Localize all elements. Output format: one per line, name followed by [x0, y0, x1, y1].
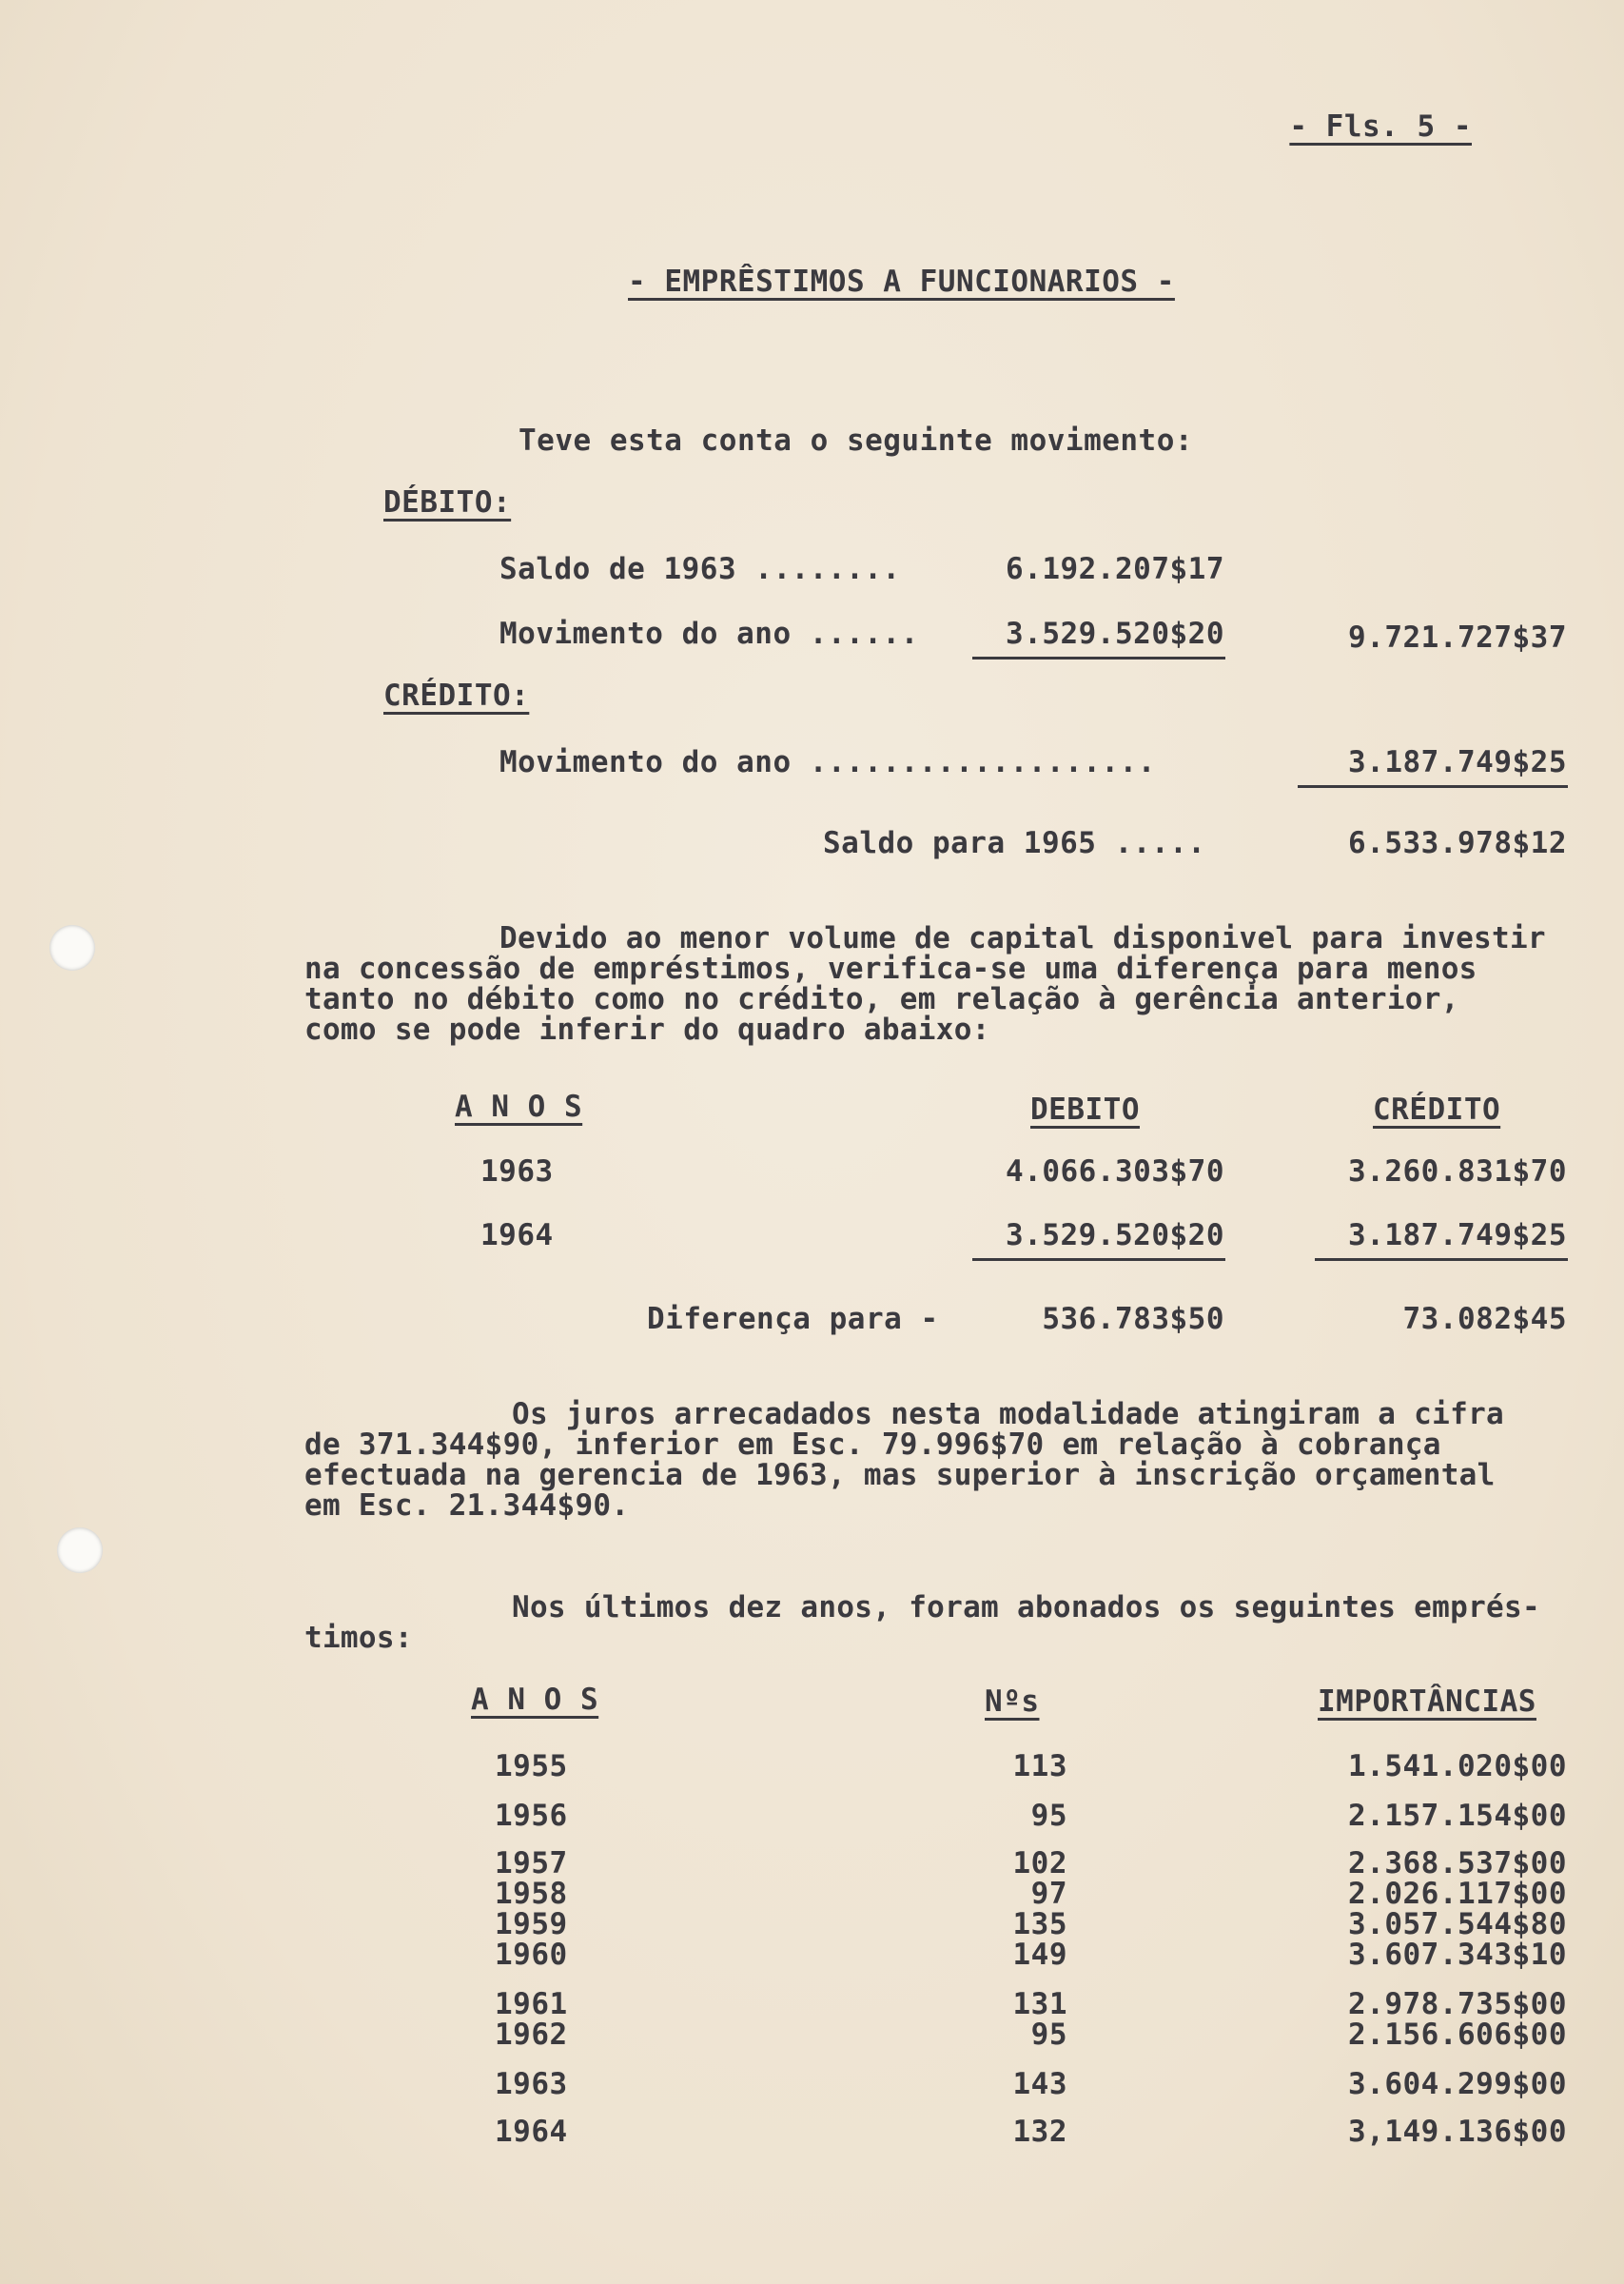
- comparison-year: 1964: [480, 1218, 554, 1252]
- punch-hole: [57, 1527, 103, 1573]
- comparison-year: 1963: [480, 1154, 554, 1189]
- loan-amount: 2.978.735$00: [1348, 1987, 1567, 2021]
- loan-year: 1963: [495, 2067, 568, 2101]
- saldo-1965-label: Saldo para 1965 .....: [823, 826, 1206, 860]
- loan-count: 113: [1012, 1749, 1067, 1783]
- loan-year: 1956: [495, 1799, 568, 1833]
- difference-credito: 73.082$45: [1402, 1302, 1567, 1336]
- comparison-header-anos: A N O S: [455, 1090, 583, 1124]
- comparison-debito: 3.529.520$20: [1006, 1218, 1224, 1252]
- paragraph-line: como se pode inferir do quadro abaixo:: [304, 1013, 990, 1047]
- loan-year: 1957: [495, 1846, 568, 1880]
- loan-year: 1958: [495, 1877, 568, 1911]
- loans-header-anos: A N O S: [471, 1683, 599, 1717]
- loan-amount: 3,149.136$00: [1348, 2115, 1567, 2149]
- debito-total: 9.721.727$37: [1348, 620, 1567, 655]
- loan-count: 95: [1030, 2018, 1067, 2052]
- loan-year: 1960: [495, 1938, 568, 1972]
- paragraph-line: Os juros arrecadados nesta modalidade atingiram a cifra: [512, 1397, 1504, 1431]
- loan-amount: 3.057.544$80: [1348, 1907, 1567, 1941]
- loans-header-importancias: IMPORTÂNCIAS: [1318, 1684, 1536, 1719]
- loan-amount: 3.604.299$00: [1348, 2067, 1567, 2101]
- loan-count: 143: [1012, 2067, 1067, 2101]
- loan-count: 135: [1012, 1907, 1067, 1941]
- intro-text: Teve esta conta o seguinte movimento:: [519, 423, 1194, 458]
- loan-year: 1961: [495, 1987, 568, 2021]
- punch-hole: [49, 925, 95, 971]
- paragraph-line: Devido ao menor volume de capital disponivel para investir: [499, 921, 1546, 955]
- loan-count: 149: [1012, 1938, 1067, 1972]
- loan-count: 97: [1030, 1877, 1067, 1911]
- loan-year: 1964: [495, 2115, 568, 2149]
- loan-amount: 2.156.606$00: [1348, 2018, 1567, 2052]
- difference-debito: 536.783$50: [1042, 1302, 1224, 1336]
- loan-year: 1959: [495, 1907, 568, 1941]
- loan-count: 95: [1030, 1799, 1067, 1833]
- underline-rule: [1315, 1258, 1568, 1261]
- loan-year: 1962: [495, 2018, 568, 2052]
- paragraph-line: de 371.344$90, inferior em Esc. 79.996$70 em relação à cobrança: [304, 1428, 1441, 1462]
- loan-count: 102: [1012, 1846, 1067, 1880]
- movimento-debito-amount: 3.529.520$20: [1006, 617, 1224, 651]
- paragraph-line: Nos últimos dez anos, foram abonados os seguintes emprés-: [512, 1590, 1540, 1624]
- comparison-header-debito: DEBITO: [1030, 1093, 1140, 1127]
- credito-heading: CRÉDITO:: [383, 679, 530, 713]
- movimento-credito-amount: 3.187.749$25: [1348, 745, 1567, 779]
- page-number: - Fls. 5 -: [1289, 109, 1472, 144]
- paragraph-line: efectuada na gerencia de 1963, mas superior à inscrição orçamental: [304, 1458, 1496, 1492]
- comparison-credito: 3.260.831$70: [1348, 1154, 1567, 1189]
- loan-amount: 1.541.020$00: [1348, 1749, 1567, 1783]
- saldo-1963-label: Saldo de 1963 ........: [499, 552, 901, 586]
- saldo-1965-amount: 6.533.978$12: [1348, 826, 1567, 860]
- page-title: - EMPRÊSTIMOS A FUNCIONARIOS -: [628, 265, 1175, 299]
- paragraph-line: timos:: [304, 1621, 413, 1655]
- loan-amount: 3.607.343$10: [1348, 1938, 1567, 1972]
- comparison-debito: 4.066.303$70: [1006, 1154, 1224, 1189]
- loan-amount: 2.157.154$00: [1348, 1799, 1567, 1833]
- difference-label: Diferença para -: [647, 1302, 939, 1336]
- underline-rule: [972, 657, 1225, 660]
- loan-count: 131: [1012, 1987, 1067, 2021]
- movimento-debito-label: Movimento do ano ......: [499, 617, 919, 651]
- loan-amount: 2.368.537$00: [1348, 1846, 1567, 1880]
- loan-year: 1955: [495, 1749, 568, 1783]
- paragraph-line: em Esc. 21.344$90.: [304, 1488, 630, 1523]
- paragraph-line: na concessão de empréstimos, verifica-se uma diferença para menos: [304, 952, 1477, 986]
- underline-rule: [1298, 785, 1568, 788]
- debito-heading: DÉBITO:: [383, 485, 512, 520]
- loan-amount: 2.026.117$00: [1348, 1877, 1567, 1911]
- paragraph-line: tanto no débito como no crédito, em relação à gerência anterior,: [304, 982, 1459, 1016]
- movimento-credito-label: Movimento do ano ...................: [499, 745, 1156, 779]
- loan-count: 132: [1012, 2115, 1067, 2149]
- underline-rule: [972, 1258, 1225, 1261]
- comparison-header-credito: CRÉDITO: [1373, 1093, 1501, 1127]
- loans-header-numero: Nºs: [985, 1684, 1040, 1719]
- comparison-credito: 3.187.749$25: [1348, 1218, 1567, 1252]
- saldo-1963-amount: 6.192.207$17: [1006, 552, 1224, 586]
